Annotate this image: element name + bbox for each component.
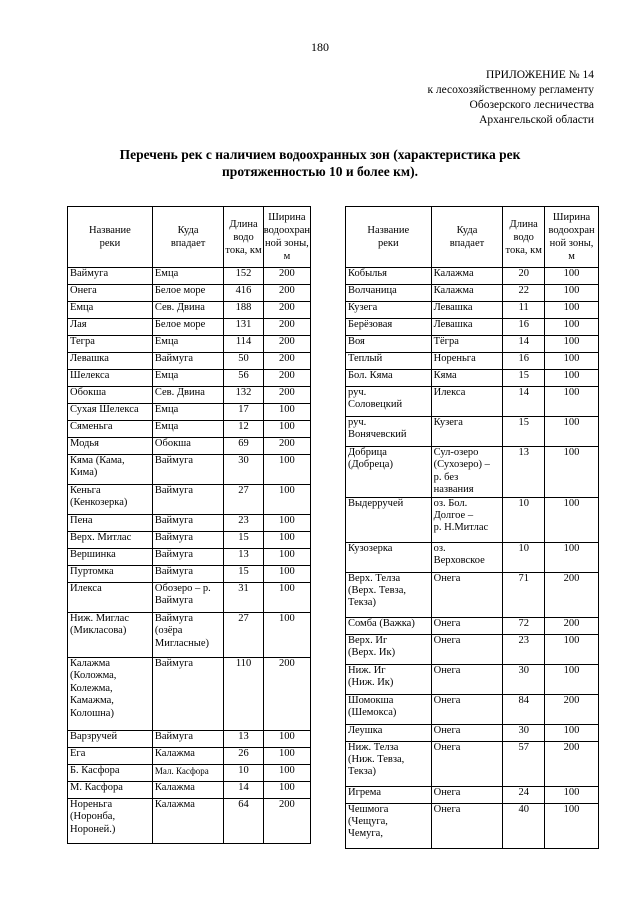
rivers-table-left-body (68, 268, 311, 844)
table-row (346, 302, 599, 319)
zone-width-cell: 100 (263, 515, 310, 532)
table-row (68, 566, 311, 583)
zone-width-cell: 100 (545, 497, 599, 542)
river-name-cell: Б. Касфора (68, 765, 153, 782)
length-cell: 14 (503, 387, 545, 417)
length-cell: 23 (224, 515, 264, 532)
zone-width-cell: 200 (545, 694, 599, 724)
length-cell: 20 (503, 268, 545, 285)
zone-width-cell: 200 (263, 387, 310, 404)
flows-into-cell: Онега (431, 617, 503, 634)
header-river-name: Название реки (68, 207, 153, 268)
table-row (68, 268, 311, 285)
length-cell: 23 (503, 634, 545, 664)
zone-width-cell: 100 (263, 404, 310, 421)
flows-into-cell: Ваймуга (152, 731, 223, 748)
length-cell: 14 (224, 782, 264, 799)
river-name-cell: Варзручей (68, 731, 153, 748)
length-cell: 16 (503, 353, 545, 370)
length-cell: 131 (224, 319, 264, 336)
zone-width-cell: 100 (263, 613, 310, 658)
length-cell: 14 (503, 336, 545, 353)
length-cell: 10 (224, 765, 264, 782)
river-name-cell: Теплый (346, 353, 432, 370)
flows-into-cell: Емца (152, 404, 223, 421)
flows-into-cell: Калажма (152, 748, 223, 765)
length-cell: 40 (503, 803, 545, 848)
zone-width-cell: 100 (545, 285, 599, 302)
table-row (68, 532, 311, 549)
flows-into-cell: Онега (431, 634, 503, 664)
length-cell: 114 (224, 336, 264, 353)
header-zone-width: Ширина водоохран ной зоны, м (545, 207, 599, 268)
river-name-cell: Добрица (Добреца) (346, 447, 432, 498)
flows-into-cell: Ваймуга (озёра Мигласные) (152, 613, 223, 658)
river-name-cell: Леушка (346, 724, 432, 741)
table-row (68, 336, 311, 353)
zone-width-cell: 200 (263, 336, 310, 353)
appendix-block (427, 68, 594, 128)
zone-width-cell: 100 (263, 532, 310, 549)
table-row (346, 542, 599, 572)
flows-into-cell: Ваймуга (152, 532, 223, 549)
flows-into-cell: Белое море (152, 285, 223, 302)
flows-into-cell: Калажма (431, 268, 503, 285)
river-name-cell: Пена (68, 515, 153, 532)
river-name-cell: Ниж. Миглас (Микласова) (68, 613, 153, 658)
zone-width-cell: 100 (263, 765, 310, 782)
river-name-cell: Верх. Митлас (68, 532, 153, 549)
table-row (346, 694, 599, 724)
zone-width-cell: 200 (545, 741, 599, 786)
river-name-cell: Сомба (Важка) (346, 617, 432, 634)
page-number: 180 (311, 40, 329, 54)
river-name-cell: Кяма (Кама, Кима) (68, 455, 153, 485)
flows-into-cell: Белое море (152, 319, 223, 336)
flows-into-cell: Емца (152, 268, 223, 285)
river-name-cell: Калажма (Коложма, Колежма, Камажма, Колошна) (68, 658, 153, 731)
rivers-table-right-body (346, 268, 599, 849)
table-row (346, 319, 599, 336)
table-row (346, 803, 599, 848)
length-cell: 16 (503, 319, 545, 336)
zone-width-cell: 100 (263, 421, 310, 438)
zone-width-cell: 100 (545, 447, 599, 498)
table-row (68, 370, 311, 387)
length-cell: 12 (224, 421, 264, 438)
flows-into-cell: Ваймуга (152, 455, 223, 485)
zone-width-cell: 100 (545, 319, 599, 336)
table-row (346, 572, 599, 617)
river-name-cell: Кузега (346, 302, 432, 319)
river-name-cell: Емца (68, 302, 153, 319)
table-row (68, 438, 311, 455)
flows-into-cell: Сев. Двина (152, 302, 223, 319)
river-name-cell: Ваймуга (68, 268, 153, 285)
table-row (68, 782, 311, 799)
zone-width-cell: 100 (545, 634, 599, 664)
length-cell: 69 (224, 438, 264, 455)
table-row (346, 741, 599, 786)
river-name-cell: Берёзовая (346, 319, 432, 336)
river-name-cell: Онега (68, 285, 153, 302)
table-row (346, 724, 599, 741)
zone-width-cell: 100 (545, 268, 599, 285)
zone-width-cell: 100 (545, 353, 599, 370)
flows-into-cell: Ваймуга (152, 566, 223, 583)
zone-width-cell: 200 (263, 370, 310, 387)
table-row (346, 370, 599, 387)
length-cell: 13 (503, 447, 545, 498)
table-row (68, 613, 311, 658)
table-row (68, 404, 311, 421)
flows-into-cell: Онега (431, 803, 503, 848)
zone-width-cell: 100 (263, 731, 310, 748)
river-name-cell: Обокша (68, 387, 153, 404)
length-cell: 10 (503, 542, 545, 572)
flows-into-cell: Онега (431, 572, 503, 617)
river-name-cell: Кобылья (346, 268, 432, 285)
zone-width-cell: 100 (545, 803, 599, 848)
table-row (346, 497, 599, 542)
appendix-line: ПРИЛОЖЕНИЕ № 14 (485, 69, 594, 81)
zone-width-cell: 200 (263, 302, 310, 319)
flows-into-cell: оз. Бол. Долгое – р. Н.Митлас (431, 497, 503, 542)
table-row (346, 786, 599, 803)
river-name-cell: Кеньга (Кенкозерка) (68, 485, 153, 515)
flows-into-cell: Калажма (152, 799, 223, 844)
river-name-cell: Волчаница (346, 285, 432, 302)
river-name-cell: Воя (346, 336, 432, 353)
river-name-cell: Сухая Шелекса (68, 404, 153, 421)
zone-width-cell: 200 (545, 617, 599, 634)
zone-width-cell: 200 (263, 658, 310, 731)
flows-into-cell: Илекса (431, 387, 503, 417)
length-cell: 13 (224, 549, 264, 566)
zone-width-cell: 100 (545, 417, 599, 447)
length-cell: 13 (224, 731, 264, 748)
river-name-cell: Пуртомка (68, 566, 153, 583)
river-name-cell: Верх. Телза (Верх. Тевза, Текза) (346, 572, 432, 617)
zone-width-cell: 100 (263, 583, 310, 613)
zone-width-cell: 100 (263, 549, 310, 566)
flows-into-cell: Сул-озеро (Сухозеро) – р. без названия (431, 447, 503, 498)
length-cell: 15 (503, 370, 545, 387)
header-length: Длина водо тока, км (224, 207, 264, 268)
length-cell: 31 (224, 583, 264, 613)
flows-into-cell: Обокша (152, 438, 223, 455)
length-cell: 15 (224, 532, 264, 549)
appendix-line: Обозерского лесничества (469, 99, 594, 111)
zone-width-cell: 200 (263, 319, 310, 336)
length-cell: 30 (224, 455, 264, 485)
length-cell: 24 (503, 786, 545, 803)
length-cell: 22 (503, 285, 545, 302)
river-name-cell: Кузозерка (346, 542, 432, 572)
flows-into-cell: Ваймуга (152, 515, 223, 532)
table-row (346, 285, 599, 302)
river-name-cell: Вершинка (68, 549, 153, 566)
flows-into-cell: Онега (431, 724, 503, 741)
river-name-cell: Модья (68, 438, 153, 455)
flows-into-cell: Обозеро – р. Ваймуга (152, 583, 223, 613)
length-cell: 10 (503, 497, 545, 542)
flows-into-cell: Левашка (431, 319, 503, 336)
river-name-cell: М. Касфора (68, 782, 153, 799)
length-cell: 17 (224, 404, 264, 421)
flows-into-cell: Ваймуга (152, 658, 223, 731)
table-row (68, 319, 311, 336)
length-cell: 188 (224, 302, 264, 319)
rivers-table-right (345, 206, 599, 849)
table-header-row (68, 207, 311, 268)
river-name-cell: Ега (68, 748, 153, 765)
zone-width-cell: 200 (263, 268, 310, 285)
river-name-cell: Левашка (68, 353, 153, 370)
length-cell: 71 (503, 572, 545, 617)
length-cell: 27 (224, 613, 264, 658)
table-row (346, 387, 599, 417)
river-name-cell: Лая (68, 319, 153, 336)
river-name-cell: Илекса (68, 583, 153, 613)
table-row (68, 549, 311, 566)
flows-into-cell: Емца (152, 370, 223, 387)
table-row (68, 748, 311, 765)
flows-into-cell: Онега (431, 694, 503, 724)
zone-width-cell: 200 (263, 799, 310, 844)
table-row (68, 387, 311, 404)
length-cell: 56 (224, 370, 264, 387)
flows-into-cell: Калажма (152, 782, 223, 799)
table-row (346, 617, 599, 634)
table-row (68, 421, 311, 438)
table-row (68, 455, 311, 485)
flows-into-cell: оз. Верховское (431, 542, 503, 572)
zone-width-cell: 100 (263, 566, 310, 583)
flows-into-cell: Кяма (431, 370, 503, 387)
flows-into-cell: Онега (431, 741, 503, 786)
flows-into-cell: Нореньга (431, 353, 503, 370)
length-cell: 11 (503, 302, 545, 319)
table-row (346, 634, 599, 664)
table-row (346, 417, 599, 447)
table-row (68, 731, 311, 748)
zone-width-cell: 100 (545, 542, 599, 572)
length-cell: 15 (224, 566, 264, 583)
appendix-line: Архангельской области (479, 114, 594, 126)
zone-width-cell: 100 (545, 302, 599, 319)
table-row (346, 664, 599, 694)
river-name-cell: Чешмога (Чещуга, Чемуга, (346, 803, 432, 848)
length-cell: 30 (503, 664, 545, 694)
river-name-cell: руч. Соловецкий (346, 387, 432, 417)
table-row (68, 353, 311, 370)
length-cell: 15 (503, 417, 545, 447)
river-name-cell: руч. Вонячевский (346, 417, 432, 447)
zone-width-cell: 100 (263, 748, 310, 765)
zone-width-cell: 100 (545, 724, 599, 741)
length-cell: 50 (224, 353, 264, 370)
river-name-cell: Игрема (346, 786, 432, 803)
table-row (346, 447, 599, 498)
zone-width-cell: 200 (263, 285, 310, 302)
length-cell: 26 (224, 748, 264, 765)
river-name-cell: Шомокша (Шемокса) (346, 694, 432, 724)
flows-into-cell: Онега (431, 664, 503, 694)
river-name-cell: Шелекса (68, 370, 153, 387)
header-river-name: Название реки (346, 207, 432, 268)
length-cell: 152 (224, 268, 264, 285)
table-row (68, 658, 311, 731)
table-row (68, 765, 311, 782)
length-cell: 416 (224, 285, 264, 302)
table-row (68, 799, 311, 844)
title-line: Перечень рек с наличием водоохранных зон (характеристика рек (119, 147, 521, 162)
flows-into-cell: Онега (431, 786, 503, 803)
flows-into-cell: Сев. Двина (152, 387, 223, 404)
zone-width-cell: 200 (263, 438, 310, 455)
table-row (68, 285, 311, 302)
river-name-cell: Ниж. Телза (Ниж. Тевза, Текза) (346, 741, 432, 786)
table-header-row (346, 207, 599, 268)
flows-into-cell: Мал. Касфора (152, 765, 223, 782)
appendix-line: к лесохозяйственному регламенту (427, 84, 594, 96)
flows-into-cell: Кузега (431, 417, 503, 447)
title-line: протяженностью 10 и более км). (222, 164, 418, 179)
header-length: Длина водо тока, км (503, 207, 545, 268)
zone-width-cell: 100 (263, 485, 310, 515)
zone-width-cell: 100 (545, 336, 599, 353)
length-cell: 110 (224, 658, 264, 731)
flows-into-cell: Ваймуга (152, 353, 223, 370)
flows-into-cell: Ваймуга (152, 485, 223, 515)
table-row (68, 302, 311, 319)
table-row (346, 336, 599, 353)
flows-into-cell: Емца (152, 336, 223, 353)
flows-into-cell: Тёгра (431, 336, 503, 353)
length-cell: 132 (224, 387, 264, 404)
header-zone-width: Ширина водоохран ной зоны, м (263, 207, 310, 268)
length-cell: 84 (503, 694, 545, 724)
zone-width-cell: 100 (545, 370, 599, 387)
rivers-table-left (67, 206, 311, 844)
length-cell: 57 (503, 741, 545, 786)
river-name-cell: Выдерручей (346, 497, 432, 542)
table-row (68, 485, 311, 515)
length-cell: 30 (503, 724, 545, 741)
river-name-cell: Сяменьга (68, 421, 153, 438)
length-cell: 64 (224, 799, 264, 844)
zone-width-cell: 100 (545, 664, 599, 694)
river-name-cell: Верх. Иг (Верх. Ик) (346, 634, 432, 664)
flows-into-cell: Левашка (431, 302, 503, 319)
header-flows-into: Куда впадает (431, 207, 503, 268)
flows-into-cell: Калажма (431, 285, 503, 302)
river-name-cell: Ниж. Иг (Ниж. Ик) (346, 664, 432, 694)
table-row (68, 515, 311, 532)
zone-width-cell: 100 (545, 786, 599, 803)
zone-width-cell: 100 (545, 387, 599, 417)
zone-width-cell: 100 (263, 782, 310, 799)
table-row (68, 583, 311, 613)
river-name-cell: Бол. Кяма (346, 370, 432, 387)
flows-into-cell: Емца (152, 421, 223, 438)
table-row (346, 268, 599, 285)
flows-into-cell: Ваймуга (152, 549, 223, 566)
river-name-cell: Тегра (68, 336, 153, 353)
zone-width-cell: 200 (263, 353, 310, 370)
river-name-cell: Нореньга (Норонба, Нороней.) (68, 799, 153, 844)
document-title (60, 146, 580, 180)
header-flows-into: Куда впадает (152, 207, 223, 268)
length-cell: 27 (224, 485, 264, 515)
length-cell: 72 (503, 617, 545, 634)
zone-width-cell: 200 (545, 572, 599, 617)
zone-width-cell: 100 (263, 455, 310, 485)
table-row (346, 353, 599, 370)
